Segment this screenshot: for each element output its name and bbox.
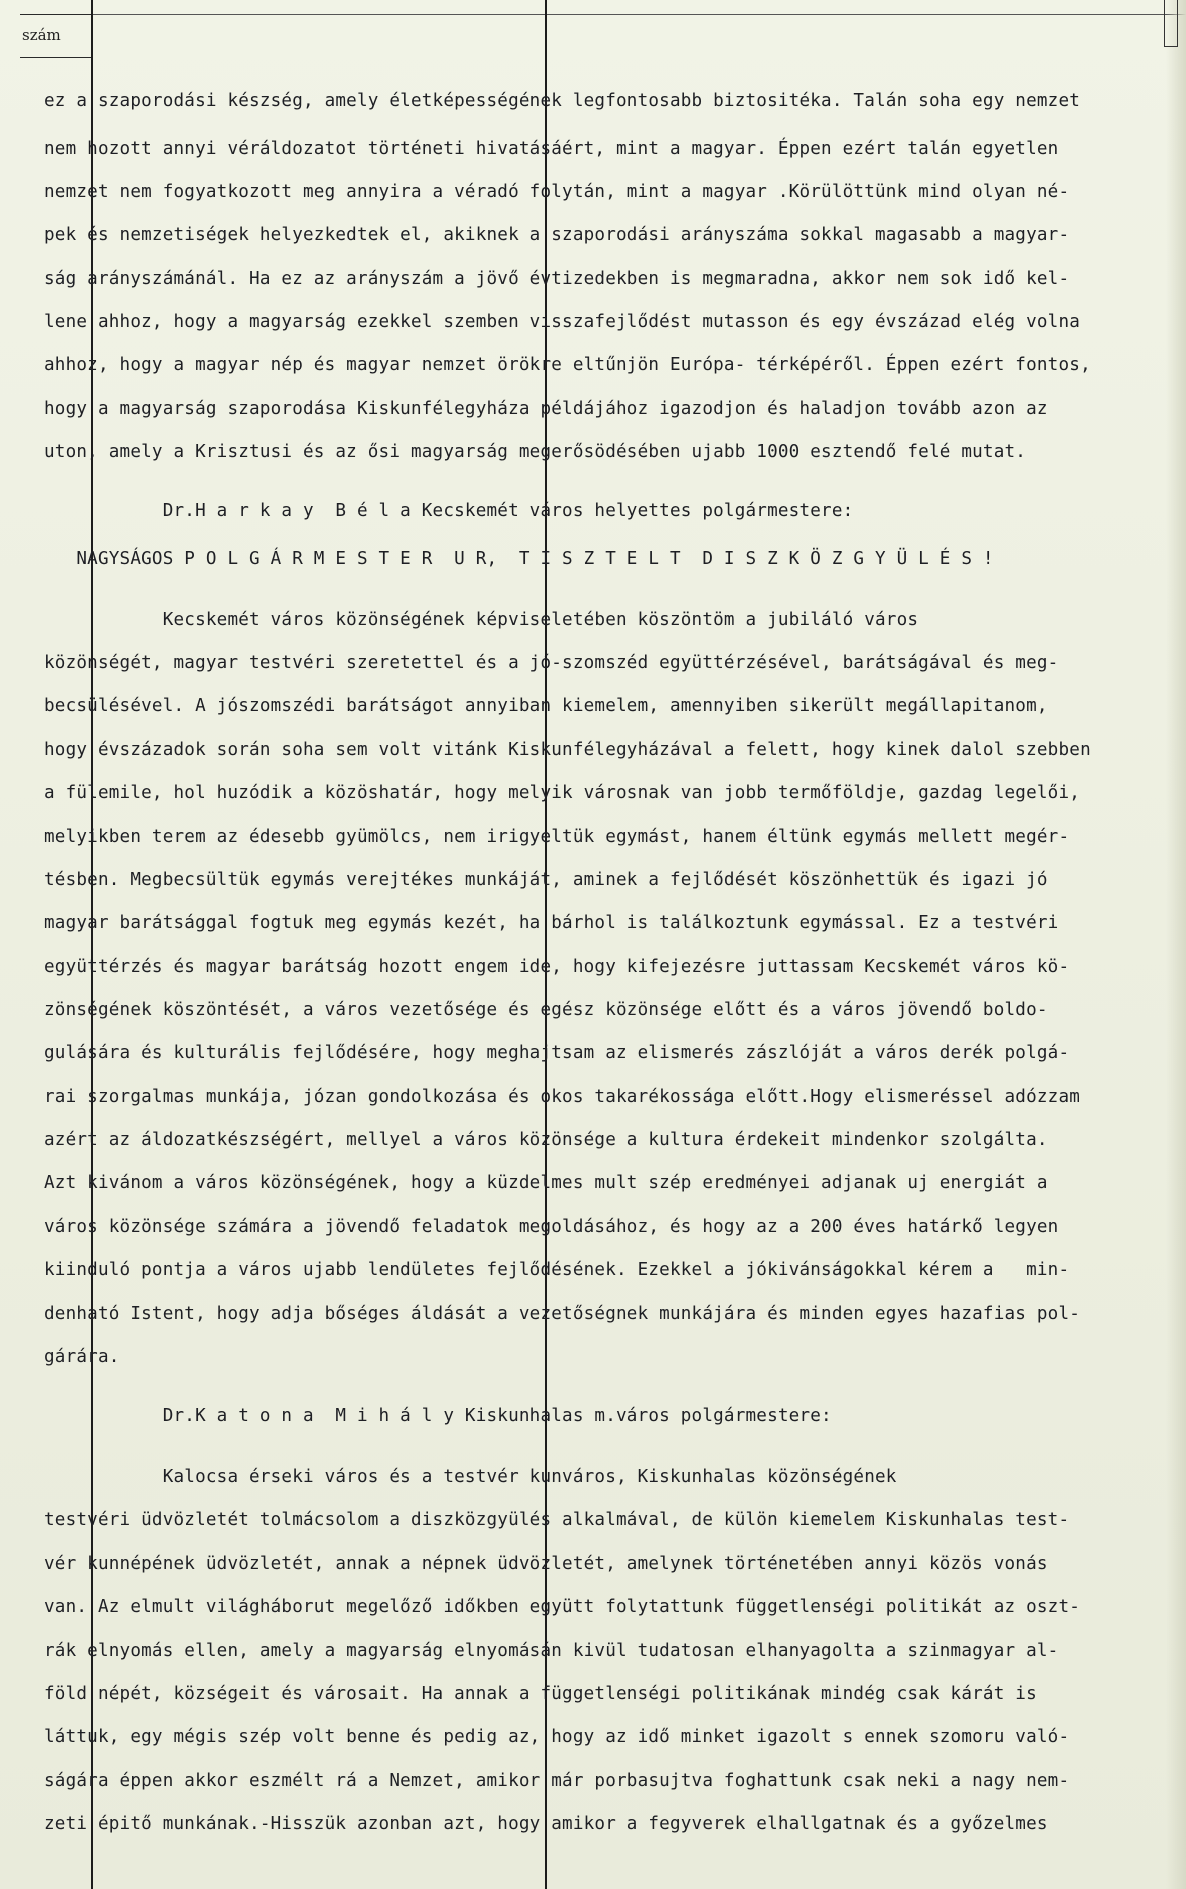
right-corner-tab (1164, 0, 1178, 47)
speaker-heading: Dr.H a r k a y B é l a Kecskemét város helyettes polgármestere: (44, 501, 854, 521)
text-line: rai szorgalmas munkája, józan gondolkozása és okos takarékossága előtt.Hogy elismeréssel adózzam (44, 1087, 1081, 1107)
number-field-label: szám (22, 26, 61, 44)
text-line: nemzet nem fogyatkozott meg annyira a véradó folytán, mint a magyar .Körülöttünk mind olyan né- (44, 182, 1070, 202)
address-heading: NAGYSÁGOS P O L G Á R M E S T E R U R, T I S Z T E L T D I S Z K Ö Z G Y Ü L É S ! (44, 549, 994, 569)
top-border-rule (92, 14, 1186, 15)
right-page-edge (1166, 0, 1186, 1889)
text-line: a fülemile, hol huzódik a közöshatár, hogy melyik városnak van jobb termőföldje, gazdag legelői, (44, 783, 1081, 803)
text-line: Kecskemét város közönségének képviseletében köszöntöm a jubiláló város (44, 610, 919, 630)
text-line: kiinduló pontja a város ujabb lendületes fejlődésének. Ezekkel a jókivánságokkal kérem a min- (44, 1260, 1070, 1280)
text-line: közönségét, magyar testvéri szeretettel és a jó-szomszéd együttérzésével, barátságával és meg- (44, 653, 1059, 673)
text-line: gárára. (44, 1347, 120, 1367)
text-line: ság arányszámánál. Ha ez az arányszám a jövő évtizedekben is megmaradna, akkor nem sok idő kel- (44, 269, 1070, 289)
text-line: lene ahhoz, hogy a magyarság ezekkel szemben visszafejlődést mutasson és egy évszázad elég volna (44, 312, 1081, 332)
text-line: tésben. Megbecsültük egymás verejtékes munkáját, aminek a fejlődését köszönhettük és igazi jó (44, 870, 1048, 890)
speaker-heading: Dr.K a t o n a M i h á l y Kiskunhalas m.város polgármestere: (44, 1406, 832, 1426)
text-line: láttuk, egy mégis szép volt benne és pedig az, hogy az idő minket igazolt s ennek szomoru való- (44, 1727, 1070, 1747)
text-line: azért az áldozatkészségért, mellyel a város közönsége a kultura érdekeit mindenkor szolgálta. (44, 1130, 1048, 1150)
text-line: vér kunnépének üdvözletét, annak a népnek üdvözletét, amelynek történetében annyi közös vonás (44, 1554, 1048, 1574)
text-line: van. Az elmult világháborut megelőző időkben együtt folytattunk függetlenségi politikát az oszt- (44, 1597, 1081, 1617)
text-line: föld népét, községeit és városait. Ha annak a függetlenségi politikának mindég csak kárát is (44, 1684, 1037, 1704)
text-line: rák elnyomás ellen, amely a magyarság elnyomásán kivül tudatosan elhanyagolta a szinmagyar al- (44, 1641, 1059, 1661)
text-line: magyar barátsággal fogtuk meg egymás kezét, ha bárhol is találkoztunk egymással. Ez a testvéri (44, 913, 1059, 933)
text-line: város közönsége számára a jövendő feladatok megoldásához, és hogy az a 200 éves határkő legyen (44, 1217, 1059, 1237)
text-line: ságára éppen akkor eszmélt rá a Nemzet, amikor már porbasujtva foghattunk csak neki a nagy nem- (44, 1771, 1070, 1791)
text-line: testvéri üdvözletét tolmácsolom a diszközgyülés alkalmával, de külön kiemelem Kiskunhalas test- (44, 1510, 1070, 1530)
text-line: denható Istent, hogy adja bőséges áldását a vezetőségnek munkájára és minden egyes hazafias pol- (44, 1304, 1081, 1324)
text-line: ez a szaporodási készség, amely életképességének legfontosabb biztositéka. Talán soha egy nemzet (44, 91, 1081, 111)
text-line: nem hozott annyi véráldozatot történeti hivatásáért, mint a magyar. Éppen ezért talán egyetlen (44, 139, 1059, 159)
text-line: Azt kivánom a város közönségének, hogy a küzdelmes mult szép eredményei adjanak uj energiát a (44, 1173, 1048, 1193)
text-line: zeti épitő munkának.-Hisszük azonban azt, hogy amikor a fegyverek elhallgatnak és a győzelmes (44, 1814, 1048, 1834)
text-line: hogy a magyarság szaporodása Kiskunfélegyháza példájához igazodjon és haladjon tovább azon az (44, 399, 1048, 419)
text-line: Kalocsa érseki város és a testvér kunváros, Kiskunhalas közönségének (44, 1467, 897, 1487)
text-line: gulására és kulturális fejlődésére, hogy meghajtsam az elismerés zászlóját a város derék polgá- (44, 1043, 1070, 1063)
text-line: ahhoz, hogy a magyar nép és magyar nemzet örökre eltűnjön Európa- térképéről. Éppen ezért fontos, (44, 355, 1091, 375)
text-line: uton, amely a Krisztusi és az ősi magyarság megerősödésében ujabb 1000 esztendő felé mutat. (44, 442, 1027, 462)
text-line: együttérzés és magyar barátság hozott engem ide, hogy kifejezésre juttassam Kecskemét város kö- (44, 957, 1070, 977)
text-line: becsülésével. A jószomszédi barátságot annyiban kiemelem, amennyiben sikerült megállapitanom, (44, 696, 1048, 716)
text-line: zönségének köszöntését, a város vezetősége és egész közönsége előtt és a város jövendő boldo- (44, 1000, 1048, 1020)
text-line: hogy évszázadok során soha sem volt vitánk Kiskunfélegyházával a felett, hogy kinek dalol szebben (44, 740, 1091, 760)
text-line: melyikben terem az édesebb gyümölcs, nem irigyeltük egymást, hanem éltünk egymás mellett megér- (44, 827, 1070, 847)
text-line: pek és nemzetiségek helyezkedtek el, akiknek a szaporodási arányszáma sokkal magasabb a magyar- (44, 225, 1070, 245)
